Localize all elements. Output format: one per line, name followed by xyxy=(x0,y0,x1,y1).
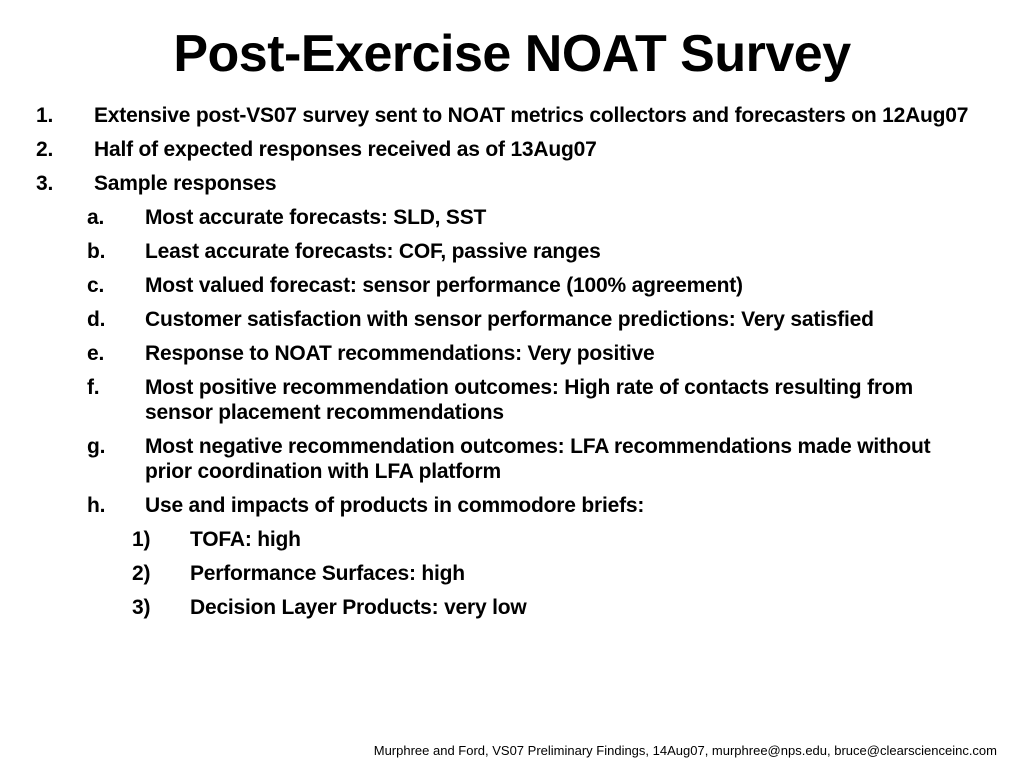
item-text: Performance Surfaces: high xyxy=(190,562,465,585)
item-subnumber: 1) xyxy=(132,528,151,551)
list-item xyxy=(0,527,1024,552)
bullet-list xyxy=(0,103,1024,629)
item-text: Extensive post-VS07 survey sent to NOAT metrics collectors and forecasters on 12Aug07 xyxy=(94,104,969,127)
list-item xyxy=(0,273,1024,298)
item-text: Most valued forecast: sensor performance (100% agreement) xyxy=(145,274,743,297)
list-item xyxy=(0,493,1024,518)
item-letter: b. xyxy=(87,240,106,263)
item-letter: g. xyxy=(87,435,106,458)
item-subnumber: 2) xyxy=(132,562,151,585)
list-item xyxy=(0,595,1024,620)
item-text: Most negative recommendation outcomes: LFA recommendations made without prior coordination with LFA platform xyxy=(145,435,931,483)
list-item xyxy=(0,561,1024,586)
list-item xyxy=(0,171,1024,196)
item-text: Least accurate forecasts: COF, passive ranges xyxy=(145,240,601,263)
item-text: Half of expected responses received as of 13Aug07 xyxy=(94,138,597,161)
item-letter: a. xyxy=(87,206,105,229)
item-text: Sample responses xyxy=(94,172,277,195)
item-letter: d. xyxy=(87,308,106,331)
list-item xyxy=(0,205,1024,230)
item-letter: h. xyxy=(87,494,106,517)
item-text: Most accurate forecasts: SLD, SST xyxy=(145,206,487,229)
item-letter: e. xyxy=(87,342,105,365)
item-text: Customer satisfaction with sensor performance predictions: Very satisfied xyxy=(145,308,874,331)
item-number: 2. xyxy=(36,138,54,161)
item-text: Response to NOAT recommendations: Very positive xyxy=(145,342,655,365)
list-item xyxy=(0,307,1024,332)
item-letter: f. xyxy=(87,376,100,399)
item-text: Decision Layer Products: very low xyxy=(190,596,527,619)
item-number: 3. xyxy=(36,172,54,195)
item-number: 1. xyxy=(36,104,54,127)
item-text: Most positive recommendation outcomes: High rate of contacts resulting from sensor placement recommendations xyxy=(145,376,913,424)
item-letter: c. xyxy=(87,274,105,297)
list-item xyxy=(0,375,1024,425)
item-subnumber: 3) xyxy=(132,596,151,619)
list-item xyxy=(0,239,1024,264)
slide-title: Post-Exercise NOAT Survey xyxy=(173,25,851,83)
list-item xyxy=(0,137,1024,162)
list-item xyxy=(0,434,1024,484)
item-text: Use and impacts of products in commodore briefs: xyxy=(145,494,645,517)
list-item xyxy=(0,103,1024,128)
item-text: TOFA: high xyxy=(190,528,301,551)
list-item xyxy=(0,341,1024,366)
slide-footer: Murphree and Ford, VS07 Preliminary Findings, 14Aug07, murphree@nps.edu, bruce@clearscienceinc.com xyxy=(373,743,997,758)
